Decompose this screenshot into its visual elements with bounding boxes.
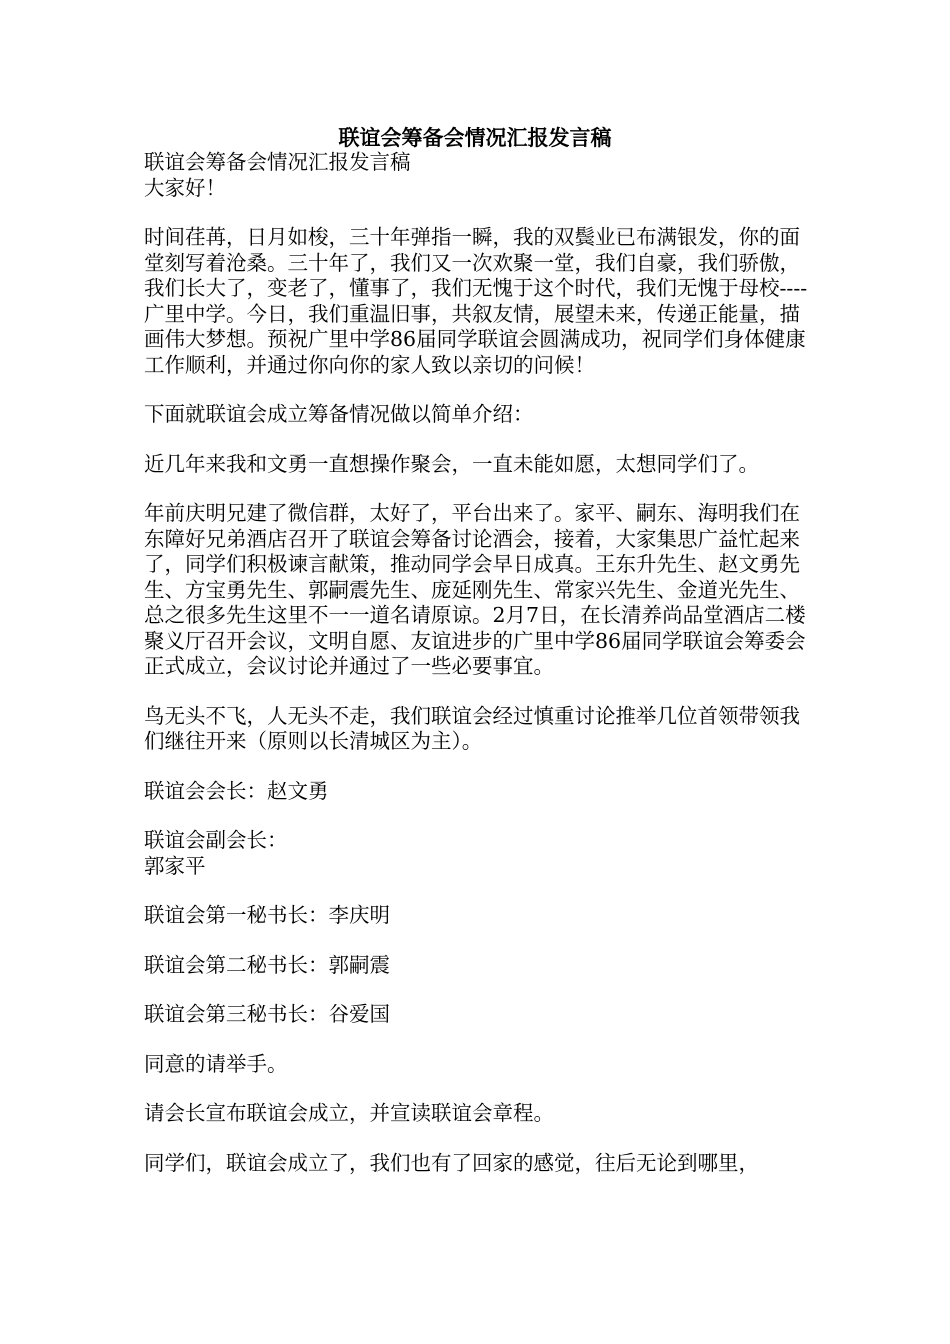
paragraph-gap (144, 477, 812, 501)
vice-president-line: 联谊会副会长： 郭家平 (144, 828, 288, 878)
paragraph-gap (144, 378, 812, 402)
paragraph-intro: 下面就联谊会成立筹备情况做以简单介绍： (144, 402, 534, 426)
paragraph-gap (144, 879, 812, 903)
paragraph-gap (144, 978, 812, 1002)
paragraph-gap (144, 804, 812, 828)
closing-line: 同学们，联谊会成立了，我们也有了回家的感觉，往后无论到哪里， (144, 1150, 759, 1175)
first-secretary-line: 联谊会第一秘书长：李庆明 (144, 903, 390, 927)
third-secretary-line: 联谊会第三秘书长：谷爱国 (144, 1002, 390, 1026)
paragraph-opening: 时间荏苒，日月如梭，三十年弹指一瞬，我的双鬓业已布满银发，你的面堂刻写着沧桑。三十年了，我们又一次欢聚一堂，我们自豪，我们骄傲，我们长大了，变老了，懂事了，我们无愧于这个时代，我们无愧于母校----广里中学。今日，我们重温旧事，共叙友情，展望未来，传递正能量，描画伟大梦想。预祝广里中学86届同学联谊会圆满成功，祝同学们身体健康工作顺利，并通过你向你的家人致以亲切的问候！ (144, 225, 808, 377)
vote-line: 同意的请举手。 (144, 1051, 288, 1076)
document-title: 联谊会筹备会情况汇报发言稿 (338, 125, 612, 150)
paragraph-preparation: 年前庆明兄建了微信群，太好了，平台出来了。家平、嗣东、海明我们在东障好兄弟酒店召开了联谊会筹备讨论酒会，接着，大家集思广益忙起来了，同学们积极谏言献策，推动同学会早日成真。王东升先生、赵文勇先生、方宝勇先生、郭嗣震先生、庞延刚先生、常家兴先生、金道光先生、总之很多先生这里不一一道名请原谅。2月7日，在长清养尚品堂酒店二楼聚义厅召开会议，文明自愿、友谊进步的广里中学86届同学联谊会筹委会正式成立，会议讨论并通过了一些必要事宜。 (144, 501, 806, 678)
paragraph-gap (144, 1127, 812, 1151)
paragraph-gap (144, 929, 812, 953)
paragraph-leadership: 鸟无头不飞，人无头不走，我们联谊会经过慎重讨论推举几位首领带领我们继往开来（原则以长清城区为主）。 (144, 703, 800, 753)
paragraph-gap (144, 1077, 812, 1101)
second-secretary-line: 联谊会第二秘书长：郭嗣震 (144, 952, 390, 977)
paragraph-recent-years: 近几年来我和文勇一直想操作聚会，一直未能如愿，太想同学们了。 (144, 451, 759, 476)
paragraph-gap (144, 755, 812, 779)
announcement-line: 请会长宣布联谊会成立，并宣读联谊会章程。 (144, 1101, 554, 1125)
paragraph-gap (144, 428, 812, 452)
subtitle-line: 联谊会筹备会情况汇报发言稿 (144, 150, 411, 174)
paragraph-gap (144, 1028, 812, 1052)
president-line: 联谊会会长：赵文勇 (144, 778, 329, 803)
paragraph-gap (144, 201, 812, 225)
document-body (144, 150, 812, 1176)
paragraph-gap (144, 680, 812, 704)
greeting: 大家好！ (144, 175, 226, 200)
